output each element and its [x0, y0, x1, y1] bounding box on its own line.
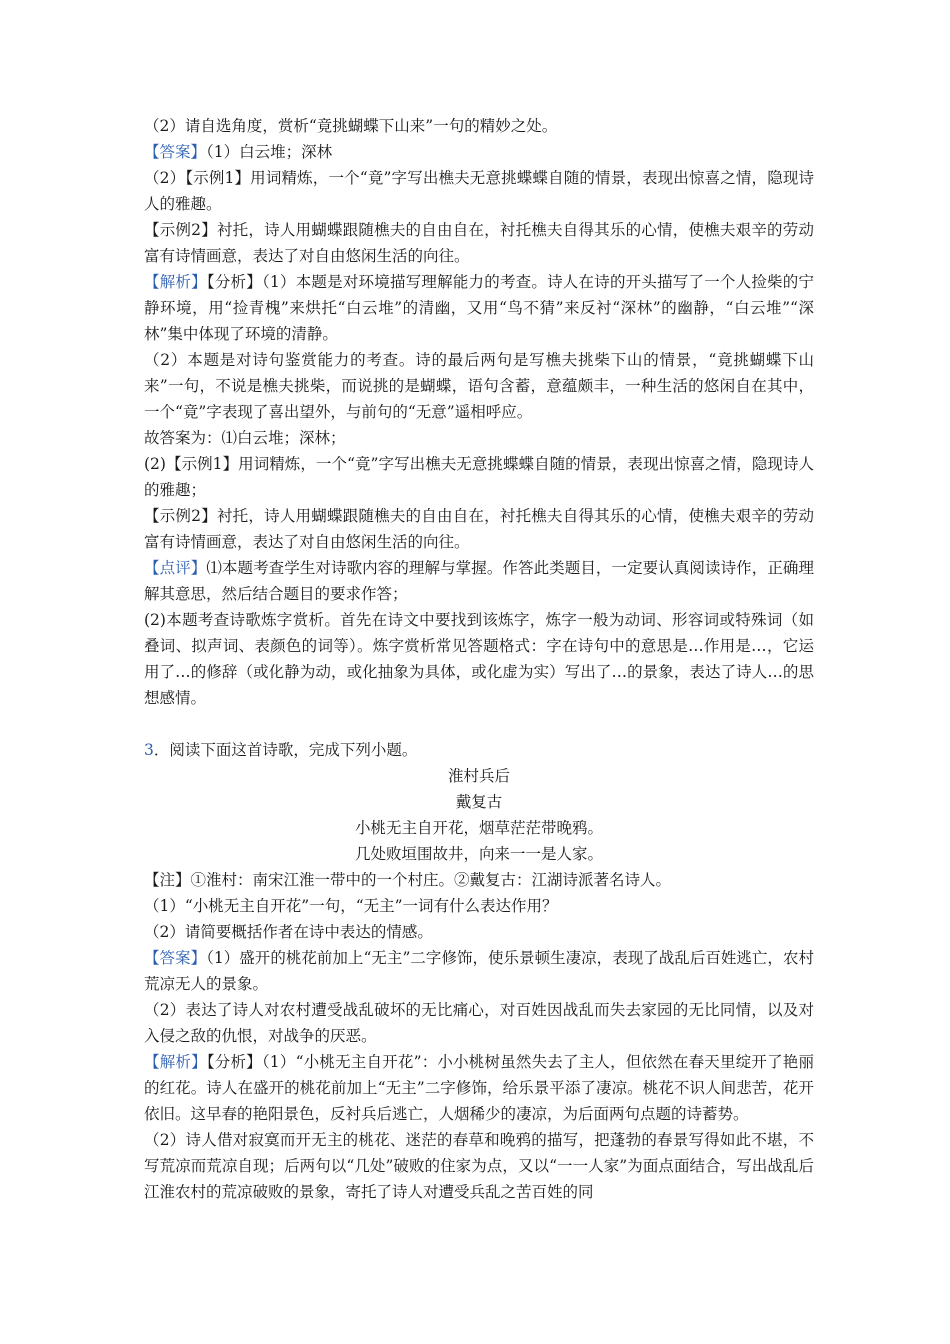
q2-comment-line	[144, 555, 814, 607]
q3-prompt-line	[144, 737, 814, 763]
answer-tag: 【答案】	[144, 143, 207, 161]
q3-analysis-line	[144, 1049, 814, 1127]
q2-analysis-2: （2）本题是对诗句鉴赏能力的考查。诗的最后两句是写樵夫挑柴下山的情景，“竟挑蝴蝶下山来”一句，不说是樵夫挑柴，而说挑的是蝴蝶，语句含蓄，意蕴颇丰，一种生活的悠闲自在其中，一个“竟”字表现了喜出望外，与前句的“无意”遥相呼应。	[144, 351, 814, 421]
analysis-tag: 【解析】	[144, 273, 207, 291]
document-body	[144, 113, 814, 1205]
q2-answer-3: 【示例2】衬托，诗人用蝴蝶跟随樵夫的自由自在，衬托樵夫自得其乐的心情，使樵夫艰辛的劳动富有诗情画意，表达了对自由悠闲生活的向往。	[144, 221, 814, 265]
q2-answer-line	[144, 139, 814, 165]
q2-analysis-1: 【分析】（1）本题是对环境描写理解能力的考查。诗人在诗的开头描写了一个人捡柴的宁静环境，用“捡青槐”来烘托“白云堆”的清幽，又用“鸟不猜”来反衬“深林”的幽静，“白云堆”“深林”集中体现了环境的清静。	[144, 273, 814, 343]
poem-line-1: 小桃无主自开花，烟草茫茫带晚鸦。	[354, 819, 603, 837]
answer-tag: 【答案】	[144, 949, 207, 967]
poem-line-2: 几处败垣围故井，向来一一是人家。	[354, 845, 603, 863]
q2-analysis-3: 故答案为：⑴白云堆；深林；	[144, 429, 346, 447]
q3-answer-2: （2）表达了诗人对农村遭受战乱破坏的无比痛心，对百姓因战乱而失去家园的无比同情，以及对入侵之敌的仇恨，对战争的厌恶。	[144, 1001, 814, 1045]
poem-title: 淮村兵后	[447, 767, 510, 785]
comment-tag: 【点评】	[144, 559, 207, 577]
poem-author: 戴复古	[455, 793, 503, 811]
q3-analysis-2: （2）诗人借对寂寞而开无主的桃花、迷茫的春草和晚鸦的描写，把蓬勃的春景写得如此不堪，不写荒凉而荒凉自现；后两句以“几处”破败的住家为点，又以“一一人家”为面点面结合，写出战乱后江淮农村的荒凉破败的景象，寄托了诗人对遭受兵乱之苦百姓的同	[144, 1131, 814, 1201]
q2-answer-1: （1）白云堆；深林	[206, 143, 333, 161]
q3-answer-line	[144, 945, 814, 997]
section-spacer	[144, 711, 814, 737]
q2-answer-2: （2）【示例1】用词精炼，一个“竟”字写出樵夫无意挑蝶蝶自随的情景，表现出惊喜之情，隐现诗人的雅趣。	[144, 169, 814, 213]
q3-prompt: ．阅读下面这首诗歌，完成下列小题。	[153, 741, 418, 759]
q3-sub1-question: （1）“小桃无主自开花”一句，“无主”一词有什么表达作用？	[144, 897, 558, 915]
q2-comment-1: ⑴本题考查学生对诗歌内容的理解与掌握。作答此类题目，一定要认真阅读诗作，正确理解其意思，然后结合题目的要求作答；	[144, 559, 814, 603]
q3-answer-1: （1）盛开的桃花前加上“无主”二字修饰，使乐景顿生凄凉，表现了战乱后百姓逃亡，农村荒凉无人的景象。	[144, 949, 814, 993]
analysis-tag: 【解析】	[144, 1053, 207, 1071]
q2-analysis-4: (2)【示例1】用词精炼，一个“竟”字写出樵夫无意挑蝶蝶自随的情景，表现出惊喜之情，隐现诗人的雅趣；	[144, 455, 814, 499]
q2-comment-2: (2)本题考查诗歌炼字赏析。首先在诗文中要找到该炼字，炼字一般为动词、形容词或特殊词（如叠词、拟声词、表颜色的词等）。炼字赏析常见答题格式：字在诗句中的意思是…作用是…，它运用了…的修辞（或化静为动，或化抽象为具体，或化虚为实）写出了…的景象，表达了诗人…的思想感情。	[144, 611, 814, 707]
q3-sub2-question: （2）请简要概括作者在诗中表达的情感。	[144, 923, 433, 941]
q3-note: 【注】①淮村：南宋江淮一带中的一个村庄。②戴复古：江湖诗派著名诗人。	[144, 871, 672, 889]
q2-analysis-5: 【示例2】衬托，诗人用蝴蝶跟随樵夫的自由自在，衬托樵夫自得其乐的心情，使樵夫艰辛的劳动富有诗情画意，表达了对自由悠闲生活的向往。	[144, 507, 814, 551]
q3-analysis-1: 【分析】（1）“小桃无主自开花”：小小桃树虽然失去了主人，但依然在春天里绽开了艳丽的红花。诗人在盛开的桃花前加上“无主”二字修饰，给乐景平添了凄凉。桃花不识人间悲苦，花开依旧。这早春的艳阳景色，反衬兵后逃亡，人烟稀少的凄凉，为后面两句点题的诗蓄势。	[144, 1053, 814, 1123]
question-number: 3	[144, 741, 154, 759]
q2-analysis-line	[144, 269, 814, 347]
q2-sub2-question: （2）请自选角度，赏析“竟挑蝴蝶下山来”一句的精妙之处。	[144, 117, 558, 135]
